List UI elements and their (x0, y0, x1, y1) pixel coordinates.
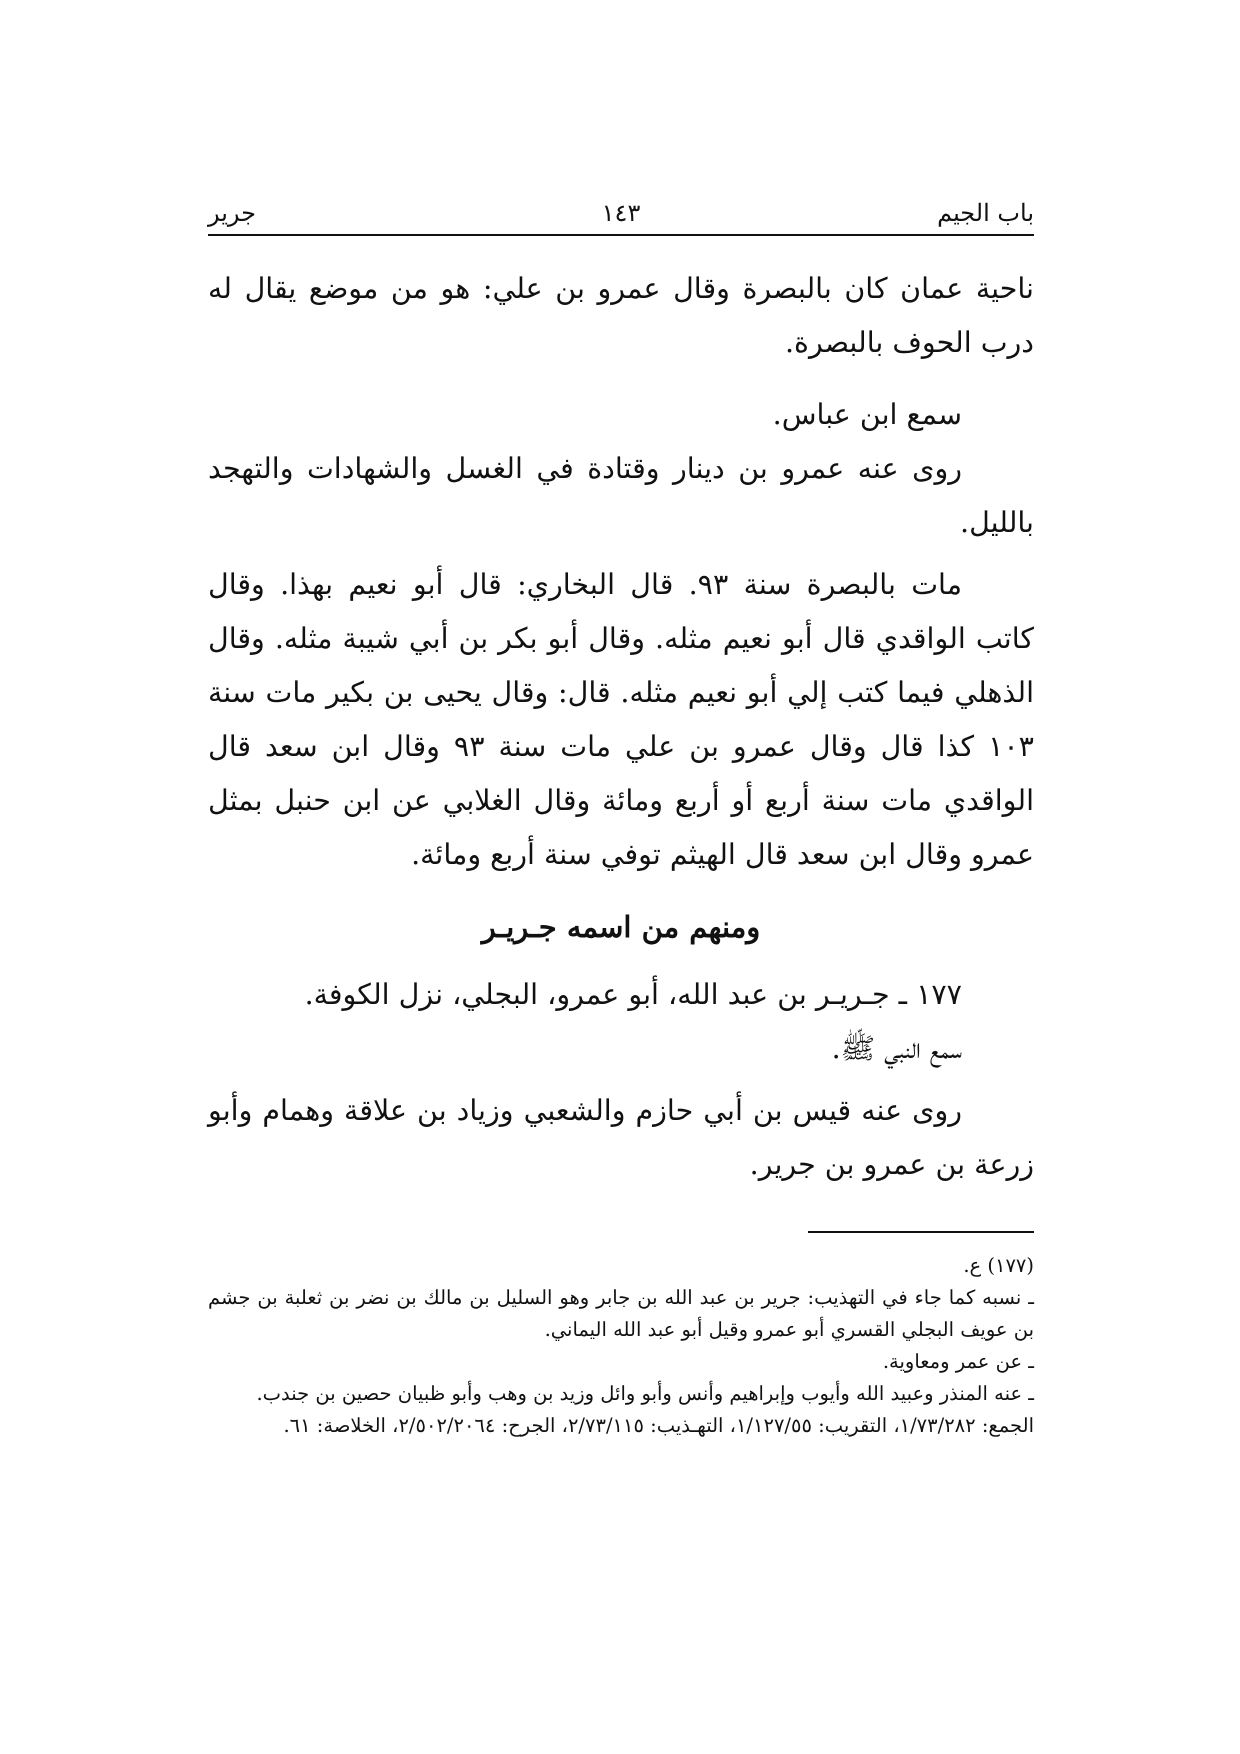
footnote-divider (808, 1231, 1034, 1233)
paragraph-5: ١٧٧ ـ جـريـر بن عبد الله، أبو عمرو، البجلي، نزل الكوفة. (304, 978, 962, 1011)
footnote-4: ـ عنه المنذر وعبيد الله وأيوب وإبراهيم وأنس وأبو وائل وزيد بن وهب وأبو ظبيان حصين بن جندب. (256, 1382, 1034, 1405)
paragraph-4: مات بالبصرة سنة ٩٣. قال البخاري: قال أبو نعيم بهذا. وقال كاتب الواقدي قال أبو نعيم مثله. وقال أبو بكر بن أبي شيبة مثله. وقال الذهلي فيما كتب إلي أبو نعيم مثله. قال: وقال يحيى بن بكير مات سنة ١٠٣ كذا قال وقال عمرو بن علي مات سنة ٩٣ وقال ابن سعد قال الواقدي مات سنة أربع أو أربع ومائة وقال الغلابي عن ابن حنبل بمثل عمرو وقال ابن سعد قال الهيثم توفي سنة أربع ومائة. (208, 568, 1034, 871)
paragraph-2: سمع ابن عباس. (772, 398, 962, 431)
paragraph-3: روى عنه عمرو بن دينار وقتادة في الغسل والشهادات والتهجد بالليل. (208, 452, 1034, 539)
footnote-2: ـ نسبه كما جاء في التهذيب: جرير بن عبد الله بن جابر وهو السليل بن مالك بن نضر بن ثعلبة بن جشم بن عويف البجلي القسري أبو عمرو وقيل أبو عبد الله اليماني. (208, 1286, 1034, 1341)
footnote-5: الجمع: ١/٧٣/٢٨٢، التقريب: ١/١٢٧/٥٥، التهـذيب: ٢/٧٣/١١٥، الجرح: ٢/٥٠٢/٢٠٦٤، الخلاصة: ٦١. (283, 1414, 1034, 1437)
footnote-3: ـ عن عمر ومعاوية. (882, 1350, 1034, 1373)
page-number: ١٤٣ (601, 199, 641, 227)
paragraph-1: ناحية عمان كان بالبصرة وقال عمرو بن علي: هو من موضع يقال له درب الحوف بالبصرة. (208, 272, 1034, 359)
footnotes (208, 1250, 1034, 1442)
chapter-title: باب الجيم (937, 199, 1034, 227)
paragraph-7: روى عنه قيس بن أبي حازم والشعبي وزياد بن علاقة وهمام وأبو زرعة بن عمرو بن جرير. (208, 1094, 1034, 1181)
running-header (208, 190, 1034, 236)
main-text (208, 262, 1034, 1192)
footnote-1: (١٧٧) ع. (963, 1254, 1034, 1277)
paragraph-6: سمع النبي ﷺ. (831, 1032, 962, 1065)
section-heading: ومنهم من اسمه جـريـر (481, 910, 761, 944)
entry-title: جرير (208, 199, 256, 227)
